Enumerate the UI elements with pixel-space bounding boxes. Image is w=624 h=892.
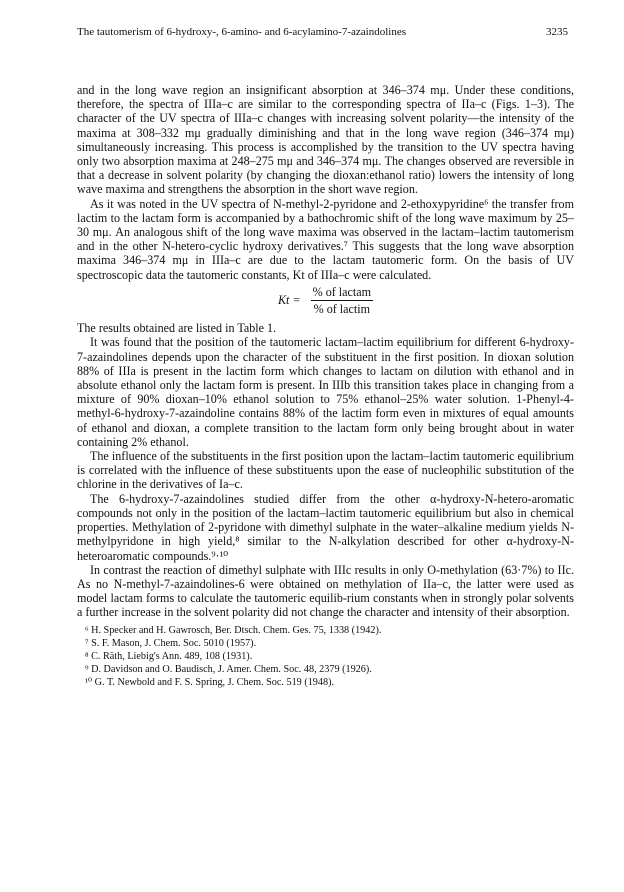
paragraph-uv-lactam: As it was noted in the UV spectra of N-methyl-2-pyridone and 2-ethoxypyridine⁶ the transfer from lactim to the lactam form is accompanied by a bathochromic shift of the long wave maximum by 25–30 mμ. An analogous shift of the long wave maxima was observed in the lactam–lactim tautomerism and in the other N-hetero-cyclic hydroxy derivatives.⁷ This suggests that the long wave absorption maxima 346–374 mμ in IIIa–c are due to the lactam tautomeric form. On the basis of UV spectroscopic data the tautomeric constants, Kt of IIIa–c were calculated. [77, 196, 574, 282]
footnotes [77, 624, 574, 689]
paragraph-results: The results obtained are listed in Table 1. [77, 321, 277, 336]
equation-denominator: % of lactim [313, 302, 371, 317]
paragraph-substituents: The influence of the substituents in the first position upon the lactam–lactim tautomeric equilibrium is correlated with the influence of these substituents upon the ease of nucleophilic substitution of the chlorine in the derivatives of Ia–c. [77, 449, 574, 492]
footnote-7: ⁷ S. F. Mason, J. Chem. Soc. 5010 (1957). [85, 637, 257, 649]
page-number: 3235 [546, 26, 568, 38]
paragraph-equilibrium: It was found that the position of the tautomeric lactam–lactim equilibrium for different 6-hydroxy-7-azaindolines depends upon the character of the substituent in the first position. In dioxan solution 88% of IIIa is present in the lactim form which changes to lactam on dilution with ethanol and in absolute ethanol only the lactam form is present. In IIIb this transition takes place in changing from a mixture of 90% dioxan–10% ethanol solution to 75% ethanol–25% water solution. 1-Phenyl-4-methyl-6-hydroxy-7-azaindoline contains 88% of the lactim form even in mixtures of equal amounts of ethanol and dioxan, a complete transition to the lactam form only being brought about in water containing 2% ethanol. [77, 335, 574, 449]
paragraph-continuation: and in the long wave region an insignificant absorption at 346–374 mμ. Under these conditions, therefore, the spectra of IIIa–c are similar to the corresponding spectra of IIa–c (Figs. 1–3). The character of the UV spectra of IIIa–c changes with increasing solvent polarity—the intensity of the maxima at 308–332 mμ gradually diminishing and that in the long wave region (346–374 mμ) simultaneously increasing. This process is accomplished by the transition to the UV spectra having only two absorption maxima at 248–275 mμ and 346–374 mμ. The changes observed are reversible in that a decrease in solvent polarity (by changing the dioxan:ethanol ratio) lowers the intensity of long wave maxima and strengthens the absorption in the short wave region. [77, 83, 574, 197]
running-title: The tautomerism of 6-hydroxy-, 6-amino- and 6-acylamino-7-azaindolines [77, 26, 406, 38]
equation-fraction [311, 285, 373, 316]
equation-lhs: Kt = [277, 293, 301, 308]
article-body [77, 83, 574, 689]
footnote-10: ¹⁰ G. T. Newbold and F. S. Spring, J. Chem. Soc. 519 (1948). [85, 676, 335, 688]
running-header [77, 26, 568, 38]
footnote-6: ⁶ H. Specker and H. Gawrosch, Ber. Dtsch. Chem. Ges. 75, 1338 (1942). [85, 624, 382, 636]
paragraph-methylation: In contrast the reaction of dimethyl sulphate with IIIc results in only O-methylation (63·7%) to IIc. As no N-methyl-7-azaindolines-6 were obtained on methylation of IIa–c, the latter were used as model lactam forms to calculate the tautomeric equilib-rium constants when in strongly polar solvents a further increase in the solvent polarity did not change the character and intensity of their absorption. [77, 562, 574, 620]
footnote-9: ⁹ D. Davidson and O. Baudisch, J. Amer. Chem. Soc. 48, 2379 (1926). [85, 663, 372, 675]
equation-numerator: % of lactam [311, 285, 373, 301]
paragraph-chemical-properties: The 6-hydroxy-7-azaindolines studied differ from the other α-hydroxy-N-hetero-aromatic compounds not only in the position of the lactam–lactim tautomeric equilibrium but also in chemical properties. Methylation of 2-pyridone with dimethyl sulphate in the water–alkaline medium yields N-methylpyridone in high yield,⁸ similar to the N-alkylation described for other α-hydroxy-N-heteroaromatic compounds.⁹·¹⁰ [77, 491, 574, 563]
footnote-8: ⁸ C. Räth, Liebig's Ann. 489, 108 (1931). [85, 650, 253, 662]
tautomeric-constant-equation [77, 285, 574, 316]
